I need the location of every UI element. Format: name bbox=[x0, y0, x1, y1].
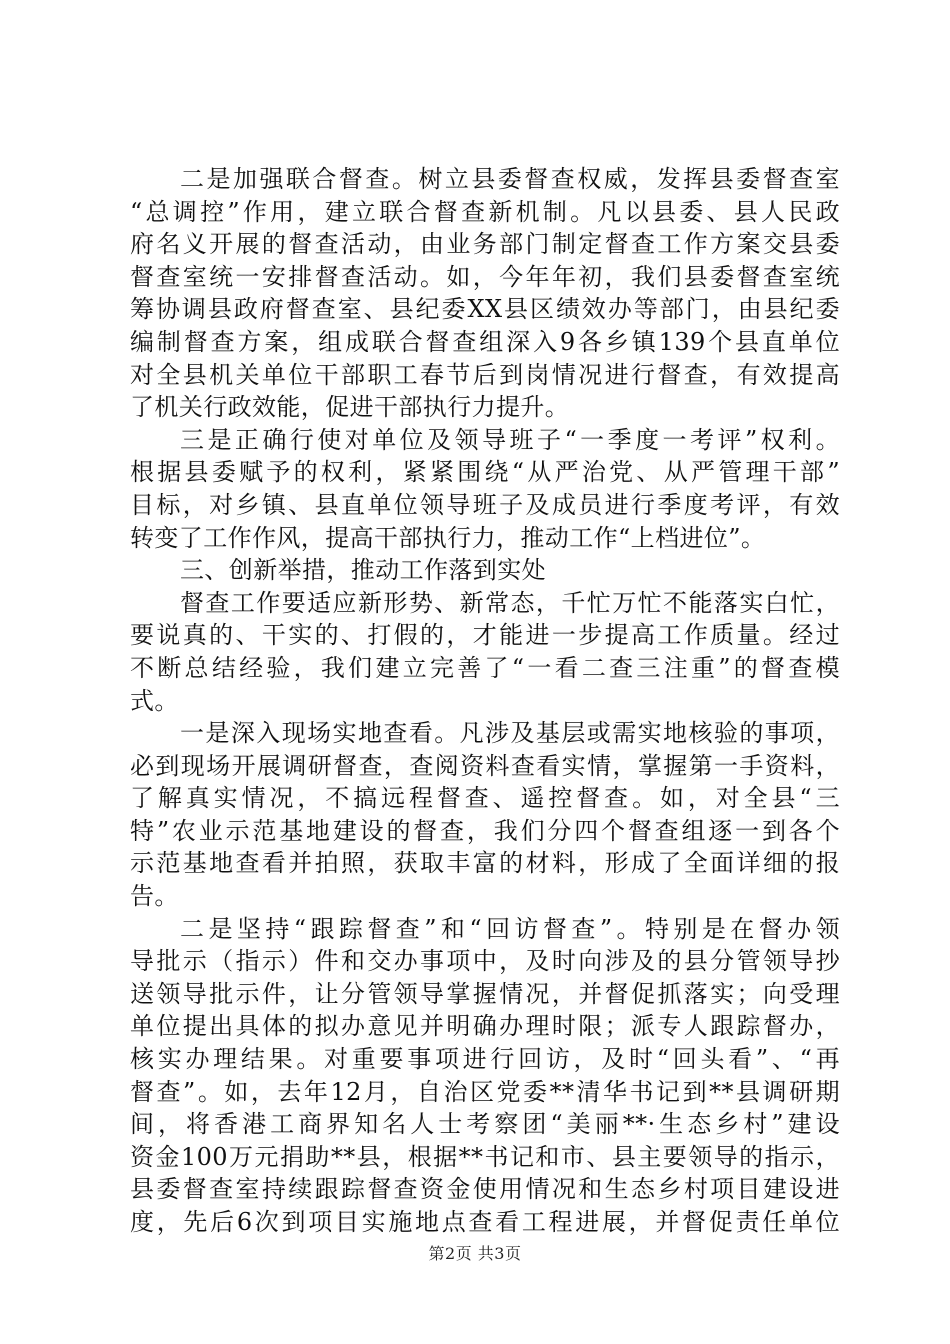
text-line: 特”农业示范基地建设的督查，我们分四个督查组逐一到各个 bbox=[130, 816, 840, 845]
text-line: 一是深入现场实地查看。凡涉及基层或需实地核验的事项， bbox=[180, 719, 840, 748]
text-line: 府名义开展的督查活动，由业务部门制定督查工作方案交县委 bbox=[130, 230, 840, 259]
text-line: 必到现场开展调研督查，查阅资料查看实情，掌握第一手资料， bbox=[130, 751, 840, 780]
text-line: 不断总结经验，我们建立完善了“一看二查三注重”的督查模 bbox=[130, 653, 840, 682]
text-line: 要说真的、干实的、打假的，才能进一步提高工作质量。经过 bbox=[130, 621, 840, 650]
text-line: 二是加强联合督查。树立县委督查权威，发挥县委督查室 bbox=[180, 165, 840, 193]
text-line: 县委督查室持续跟踪督查资金使用情况和生态乡村项目建设进 bbox=[130, 1175, 840, 1204]
text-line: 转变了工作作风，提高干部执行力，推动工作“上档进位”。 bbox=[130, 523, 766, 552]
text-line: 督查”。如，去年12月，自治区党委**清华书记到**县调研期 bbox=[130, 1077, 840, 1106]
text-line: 了解真实情况，不搞远程督查、遥控督查。如，对全县“三 bbox=[130, 784, 840, 813]
text-line: 督查工作要适应新形势、新常态，千忙万忙不能落实白忙， bbox=[180, 588, 840, 617]
text-line: 筹协调县政府督查室、县纪委XX县区绩效办等部门，由县纪委 bbox=[130, 295, 840, 324]
text-line: 对全县机关单位干部职工春节后到岗情况进行督查，有效提高 bbox=[130, 360, 840, 389]
text-line: 间，将香港工商界知名人士考察团“美丽**·生态乡村”建设 bbox=[130, 1110, 840, 1139]
text-line: 编制督查方案，组成联合督查组深入9各乡镇139个县直单位 bbox=[130, 327, 840, 356]
text-line: 度，先后6次到项目实施地点查看工程进展，并督促责任单位 bbox=[130, 1208, 840, 1236]
text-line: 三是正确行使对单位及领导班子“一季度一考评”权利。 bbox=[180, 425, 840, 454]
text-line: 导批示（指示）件和交办事项中，及时向涉及的县分管领导抄 bbox=[130, 947, 840, 976]
text-line: 送领导批示件，让分管领导掌握情况，并督促抓落实；向受理 bbox=[130, 979, 840, 1008]
text-line: “总调控”作用，建立联合督查新机制。凡以县委、县人民政 bbox=[130, 197, 840, 226]
text-line: 督查室统一安排督查活动。如，今年年初，我们县委督查室统 bbox=[130, 262, 840, 291]
text-line: 告。 bbox=[130, 882, 179, 911]
page-number-footer: 第2页 共3页 bbox=[428, 1244, 522, 1263]
text-line: 核实办理结果。对重要事项进行回访，及时“回头看”、“再 bbox=[130, 1045, 840, 1074]
text-line: 二是坚持“跟踪督查”和“回访督查”。特别是在督办领 bbox=[180, 914, 840, 943]
text-line: 示范基地查看并拍照，获取丰富的材料，形成了全面详细的报 bbox=[130, 849, 840, 878]
text-line: 三、创新举措，推动工作落到实处 bbox=[180, 556, 546, 585]
text-line: 根据县委赋予的权利，紧紧围绕“从严治党、从严管理干部” bbox=[130, 458, 840, 487]
text-line: 资金100万元捐助**县，根据**书记和市、县主要领导的指示， bbox=[130, 1142, 840, 1171]
document-body bbox=[130, 163, 840, 1239]
text-line: 单位提出具体的拟办意见并明确办理时限；派专人跟踪督办， bbox=[130, 1012, 840, 1041]
text-line: 式。 bbox=[130, 686, 179, 715]
text-line: 目标，对乡镇、县直单位领导班子及成员进行季度考评，有效 bbox=[130, 490, 840, 519]
text-line: 了机关行政效能，促进干部执行力提升。 bbox=[130, 393, 570, 422]
